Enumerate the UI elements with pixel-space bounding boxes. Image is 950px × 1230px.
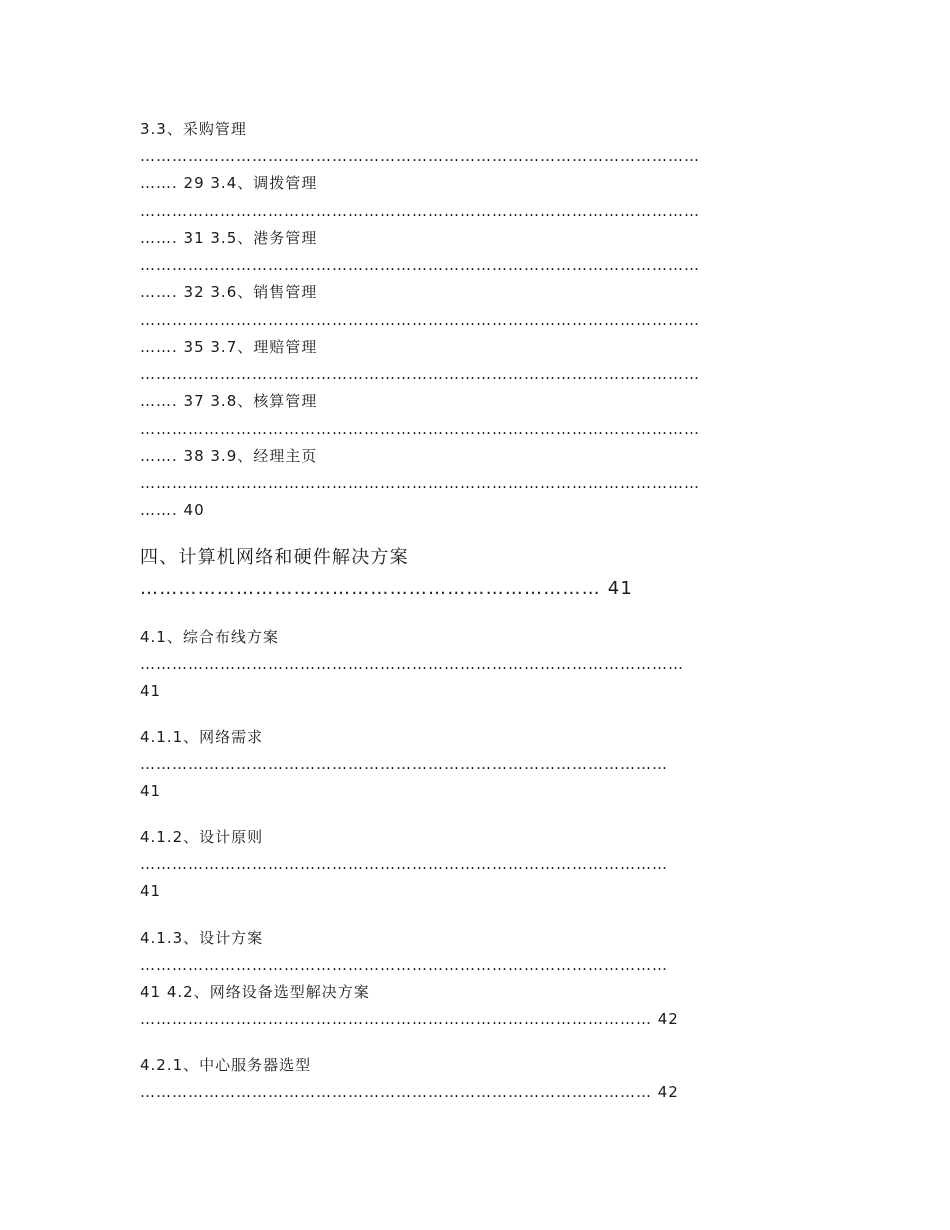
toc-page-number: 41 (140, 682, 162, 700)
toc-leader-dots: ……………………………………………………………………………………… (140, 956, 668, 974)
toc-leader-dots: ……………………………………………………………………………………… (140, 755, 668, 773)
toc-leader-dots: ……………………………………………………………………………………… (140, 855, 668, 873)
toc-leader-dots: …………………………………………………………………………………………… (140, 202, 700, 220)
toc-leader-dots: …………………………………………………………………………………………… (140, 474, 700, 492)
toc-leader-dots-page: …………………………………………………………………………………… 42 (140, 1083, 679, 1101)
toc-page-number: 41 (140, 782, 162, 800)
toc-entry-3-4-title: ……. 29 3.4、调拨管理 (140, 174, 318, 192)
toc-leader-dots: ………………………………………………………………………………………… (140, 655, 684, 673)
toc-page-number: 41 (140, 882, 162, 900)
toc-entry-4-1-title: 4.1、综合布线方案 (140, 628, 279, 646)
toc-leader-dots: …………………………………………………………………………………………… (140, 147, 700, 165)
toc-entry-4-2-1-title: 4.2.1、中心服务器选型 (140, 1056, 312, 1074)
toc-entry-3-6-title: ……. 32 3.6、销售管理 (140, 283, 318, 301)
toc-entry-4-1-1-title: 4.1.1、网络需求 (140, 728, 264, 746)
toc-leader-dots: …………………………………………………………………………………………… (140, 256, 700, 274)
toc-page-number: ……. 40 (140, 501, 205, 519)
toc-entry-3-8-title: ……. 37 3.8、核算管理 (140, 392, 318, 410)
toc-entry-4-1-2-title: 4.1.2、设计原则 (140, 828, 264, 846)
toc-chapter-4-title: 四、计算机网络和硬件解决方案 (140, 547, 409, 568)
toc-entry-3-7-title: ……. 35 3.7、理赔管理 (140, 338, 318, 356)
toc-leader-dots: …………………………………………………………………………………………… (140, 311, 700, 329)
toc-leader-dots: …………………………………………………………………………………………… (140, 365, 700, 383)
toc-leader-dots-page: …………………………………………………………………………………… 42 (140, 1010, 679, 1028)
toc-entry-3-9-title: ……. 38 3.9、经理主页 (140, 447, 318, 465)
toc-entry-4-1-3-title: 4.1.3、设计方案 (140, 929, 264, 947)
toc-entry-4-2-title: 41 4.2、网络设备选型解决方案 (140, 983, 370, 1001)
toc-entry-3-3-title: 3.3、采购管理 (140, 120, 247, 138)
toc-entry-3-5-title: ……. 31 3.5、港务管理 (140, 229, 318, 247)
toc-leader-dots: …………………………………………………………………………………………… (140, 420, 700, 438)
toc-chapter-4-leader: ……………………………………………………………… 41 (140, 578, 634, 599)
